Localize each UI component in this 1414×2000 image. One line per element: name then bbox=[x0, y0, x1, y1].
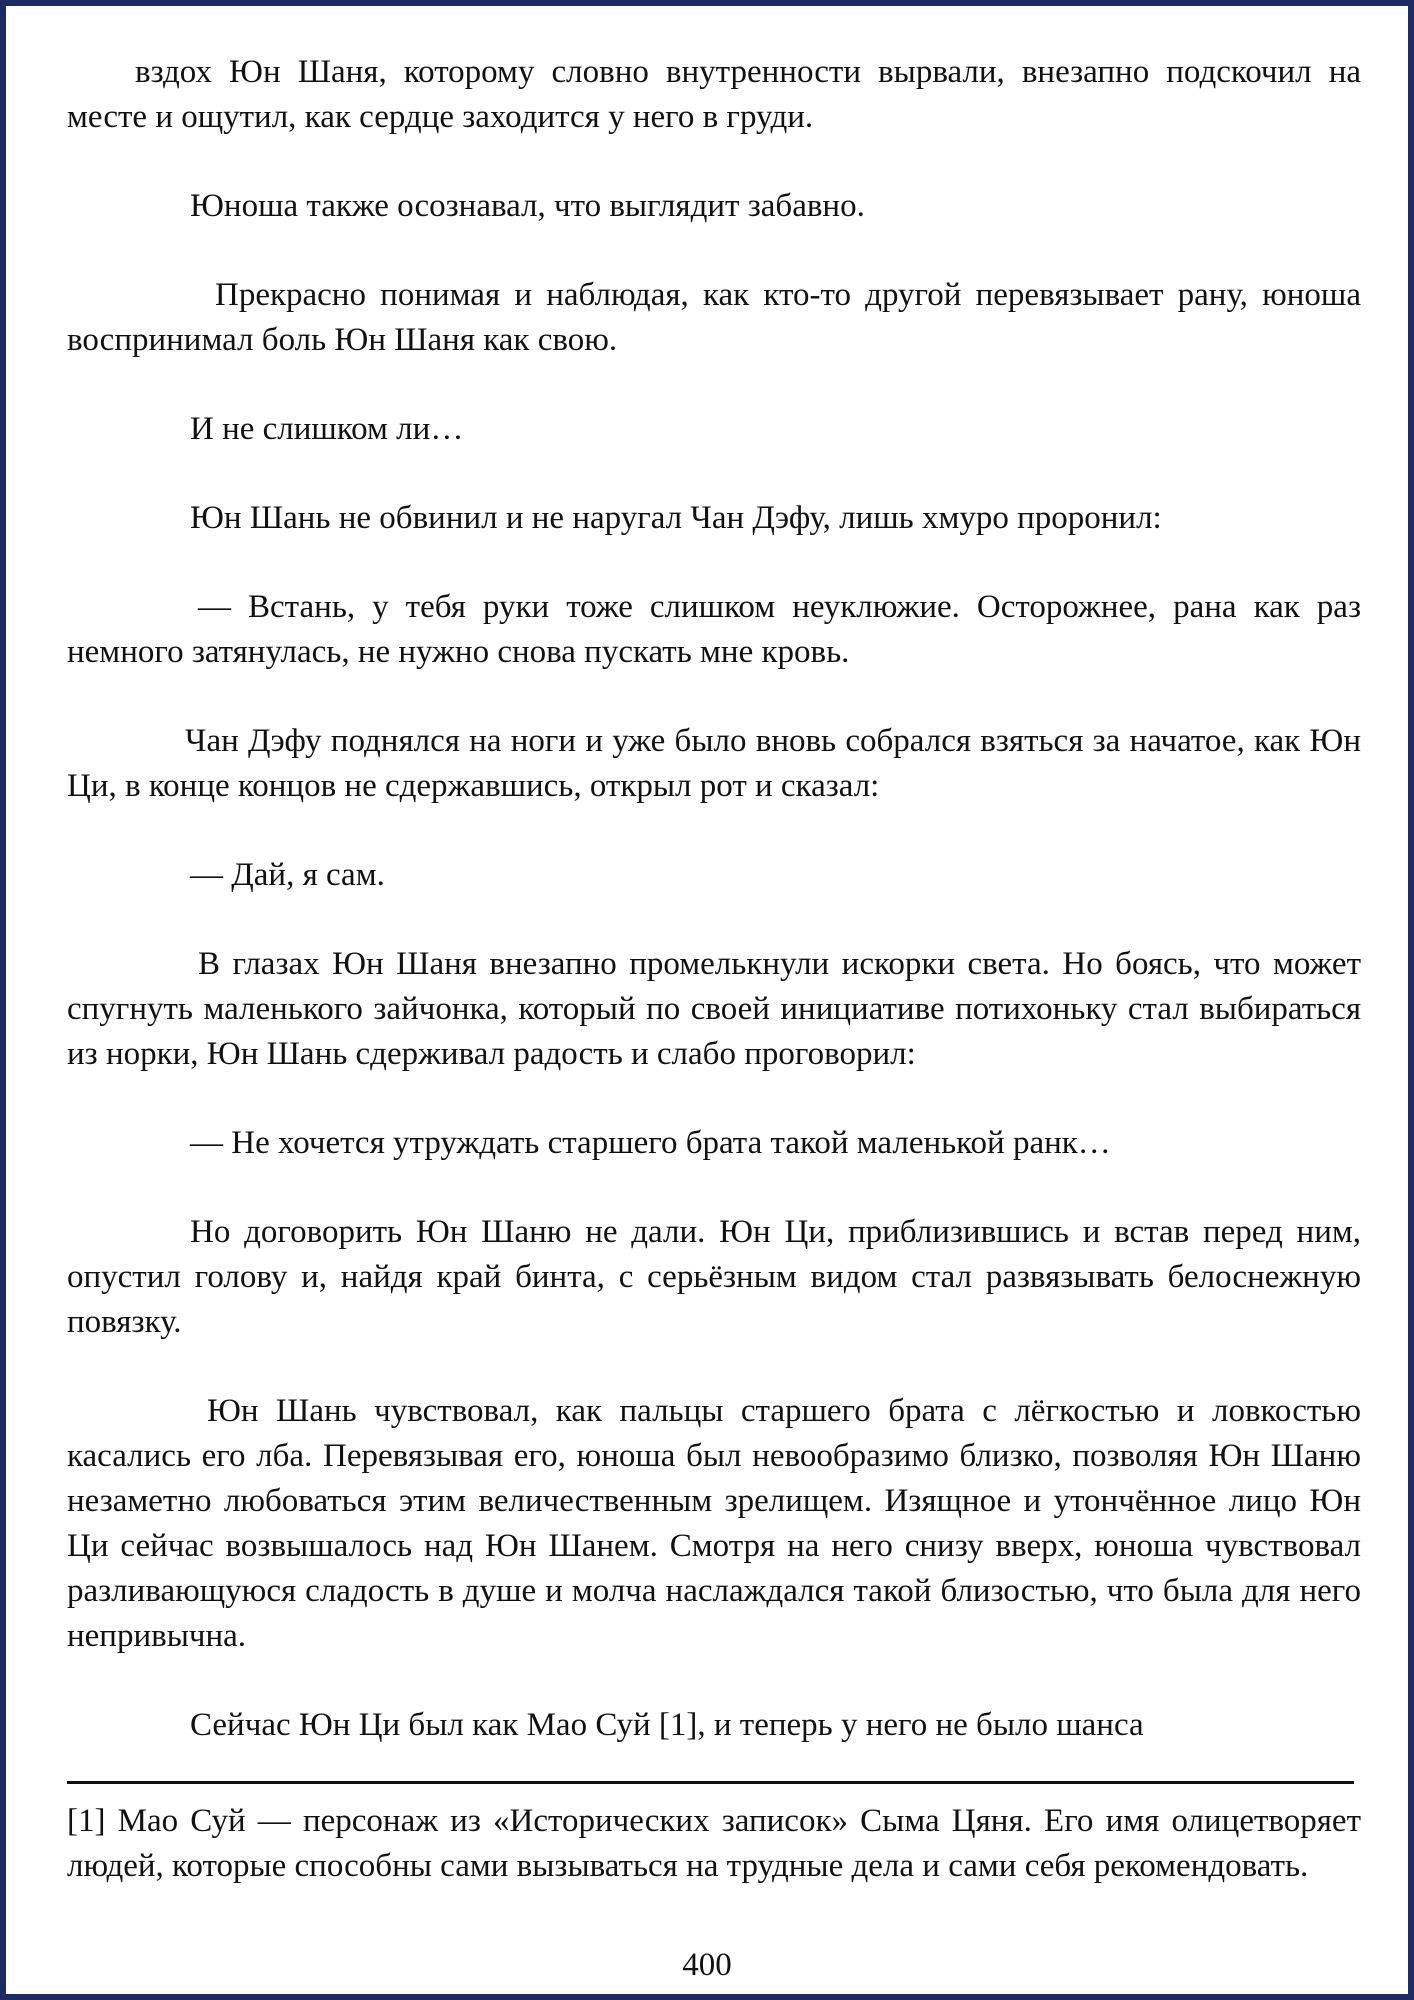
page-body bbox=[67, 50, 1361, 1792]
paragraph: Сейчас Юн Ци был как Мао Суй [1], и теперь у него не было шанса bbox=[190, 1707, 1144, 1743]
dialogue-line: — Не хочется утруждать старшего брата такой маленькой ранк… bbox=[190, 1125, 1111, 1161]
paragraph: Юн Шань не обвинил и не наругал Чан Дэфу, лишь хмуро проронил: bbox=[190, 500, 1162, 536]
paragraph: Чан Дэфу поднялся на ноги и уже было вновь собрался взяться за начатое, как Юн Ци, в конце концов не сдержавшись, открыл рот и сказал: bbox=[67, 723, 1361, 804]
paragraph: Прекрасно понимая и наблюдая, как кто-то другой перевязывает рану, юноша воспринимал боль Юн Шаня как свою. bbox=[67, 277, 1361, 358]
paragraph: вздох Юн Шаня, которому словно внутренности вырвали, внезапно подскочил на месте и ощутил, как сердце заходится у него в груди. bbox=[67, 54, 1361, 135]
footnote: [1] Мао Суй — персонаж из «Исторических записок» Сыма Цяня. Его имя олицетворяет людей, которые способны сами вызываться на трудные дела и сами себя рекомендовать. bbox=[67, 1803, 1361, 1884]
dialogue-line: — Встань, у тебя руки тоже слишком неуклюжие. Осторожнее, рана как раз немного затянулась, не нужно снова пускать мне кровь. bbox=[67, 589, 1361, 670]
page-number: 400 bbox=[682, 1947, 732, 1983]
footnote-separator bbox=[67, 1781, 1354, 1784]
paragraph: В глазах Юн Шаня внезапно промелькнули искорки света. Но боясь, что может спугнуть маленького зайчонка, который по своей инициативе потихоньку стал выбираться из норки, Юн Шань сдерживал радость и слабо проговорил: bbox=[67, 946, 1361, 1072]
paragraph: Но договорить Юн Шаню не дали. Юн Ци, приблизившись и встав перед ним, опустил голову и, найдя край бинта, с серьёзным видом стал развязывать белоснежную повязку. bbox=[67, 1214, 1361, 1340]
paragraph: И не слишком ли… bbox=[190, 411, 464, 447]
paragraph: Юноша также осознавал, что выглядит забавно. bbox=[190, 188, 865, 224]
dialogue-line: — Дай, я сам. bbox=[190, 857, 385, 893]
paragraph: Юн Шань чувствовал, как пальцы старшего брата с лёгкостью и ловкостью касались его лба. Перевязывая его, юноша был невообразимо близко, позволяя Юн Шаню незаметно любоваться этим величественным зрелищем. Изящное и утончённое лицо Юн Ци сейчас возвышалось над Юн Шанем. Смотря на него снизу вверх, юноша чувствовал разливающуюся сладость в душе и молча наслаждался такой близостью, что была для него непривычна. bbox=[67, 1393, 1361, 1654]
